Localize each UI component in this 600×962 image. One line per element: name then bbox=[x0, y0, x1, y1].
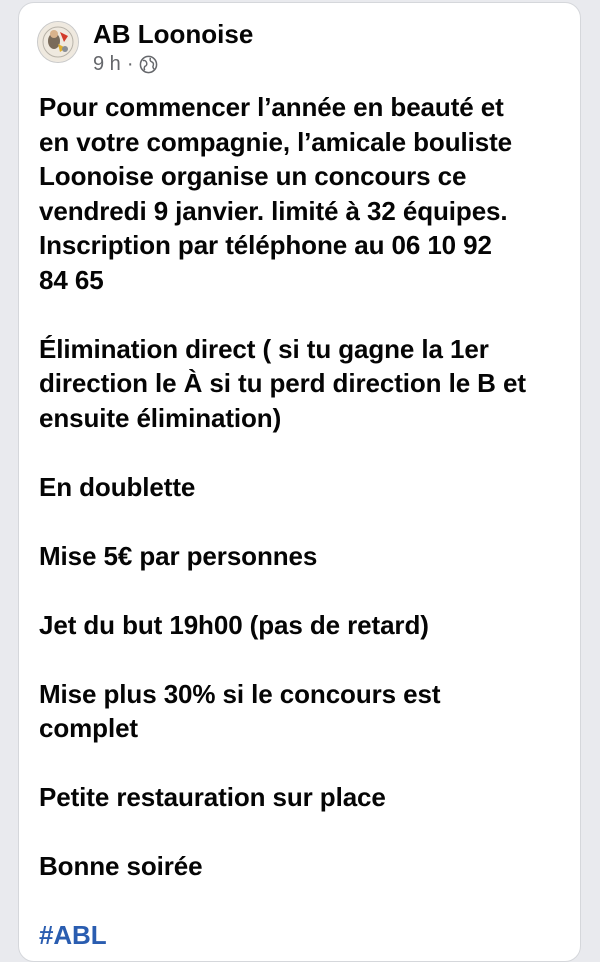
text-line: Mise 5€ par personnes bbox=[39, 540, 318, 571]
text-line: Inscription par téléphone au 06 10 92 bbox=[39, 230, 492, 260]
club-logo-icon bbox=[38, 22, 78, 62]
text-line: vendredi 9 janvier. limité à 32 équipes. bbox=[39, 195, 508, 226]
post-subline bbox=[93, 53, 253, 75]
author-name[interactable]: AB Loonoise bbox=[93, 19, 254, 49]
post-header bbox=[37, 21, 253, 75]
separator-dot: · bbox=[126, 53, 134, 75]
text-line: direction le À si tu perd direction le B et bbox=[39, 368, 526, 398]
paragraph-bonus bbox=[39, 677, 579, 746]
post-time[interactable]: 9 h bbox=[93, 53, 121, 75]
paragraph-elimination bbox=[39, 332, 579, 436]
hashtag-line bbox=[39, 918, 579, 953]
paragraph-closing bbox=[39, 849, 579, 884]
paragraph-food bbox=[39, 780, 579, 815]
text-line: ensuite élimination) bbox=[39, 402, 282, 433]
text-line: Mise plus 30% si le concours est bbox=[39, 678, 441, 709]
text-line: Loonoise organise un concours ce bbox=[39, 161, 467, 191]
post-card bbox=[18, 2, 581, 962]
text-line: complet bbox=[39, 713, 138, 743]
hashtag-link[interactable]: #ABL bbox=[39, 920, 107, 950]
text-line: Bonne soirée bbox=[39, 851, 203, 881]
text-line: Jet du but 19h00 (pas de retard) bbox=[39, 609, 429, 640]
text-line: 84 65 bbox=[39, 264, 104, 295]
paragraph-intro bbox=[39, 90, 579, 297]
post-meta bbox=[93, 19, 253, 75]
paragraph-start-time bbox=[39, 608, 579, 643]
text-line: Pour commencer l’année en beauté et bbox=[39, 92, 504, 122]
text-line: Petite restauration sur place bbox=[39, 782, 386, 812]
text-line: Élimination direct ( si tu gagne la 1er bbox=[39, 333, 489, 364]
paragraph-format bbox=[39, 470, 579, 505]
post-body bbox=[39, 90, 579, 953]
text-line: En doublette bbox=[39, 471, 196, 502]
paragraph-stake bbox=[39, 539, 579, 574]
globe-icon[interactable] bbox=[139, 55, 158, 74]
text-line: en votre compagnie, l’amicale bouliste bbox=[39, 126, 513, 157]
avatar[interactable] bbox=[37, 21, 79, 63]
